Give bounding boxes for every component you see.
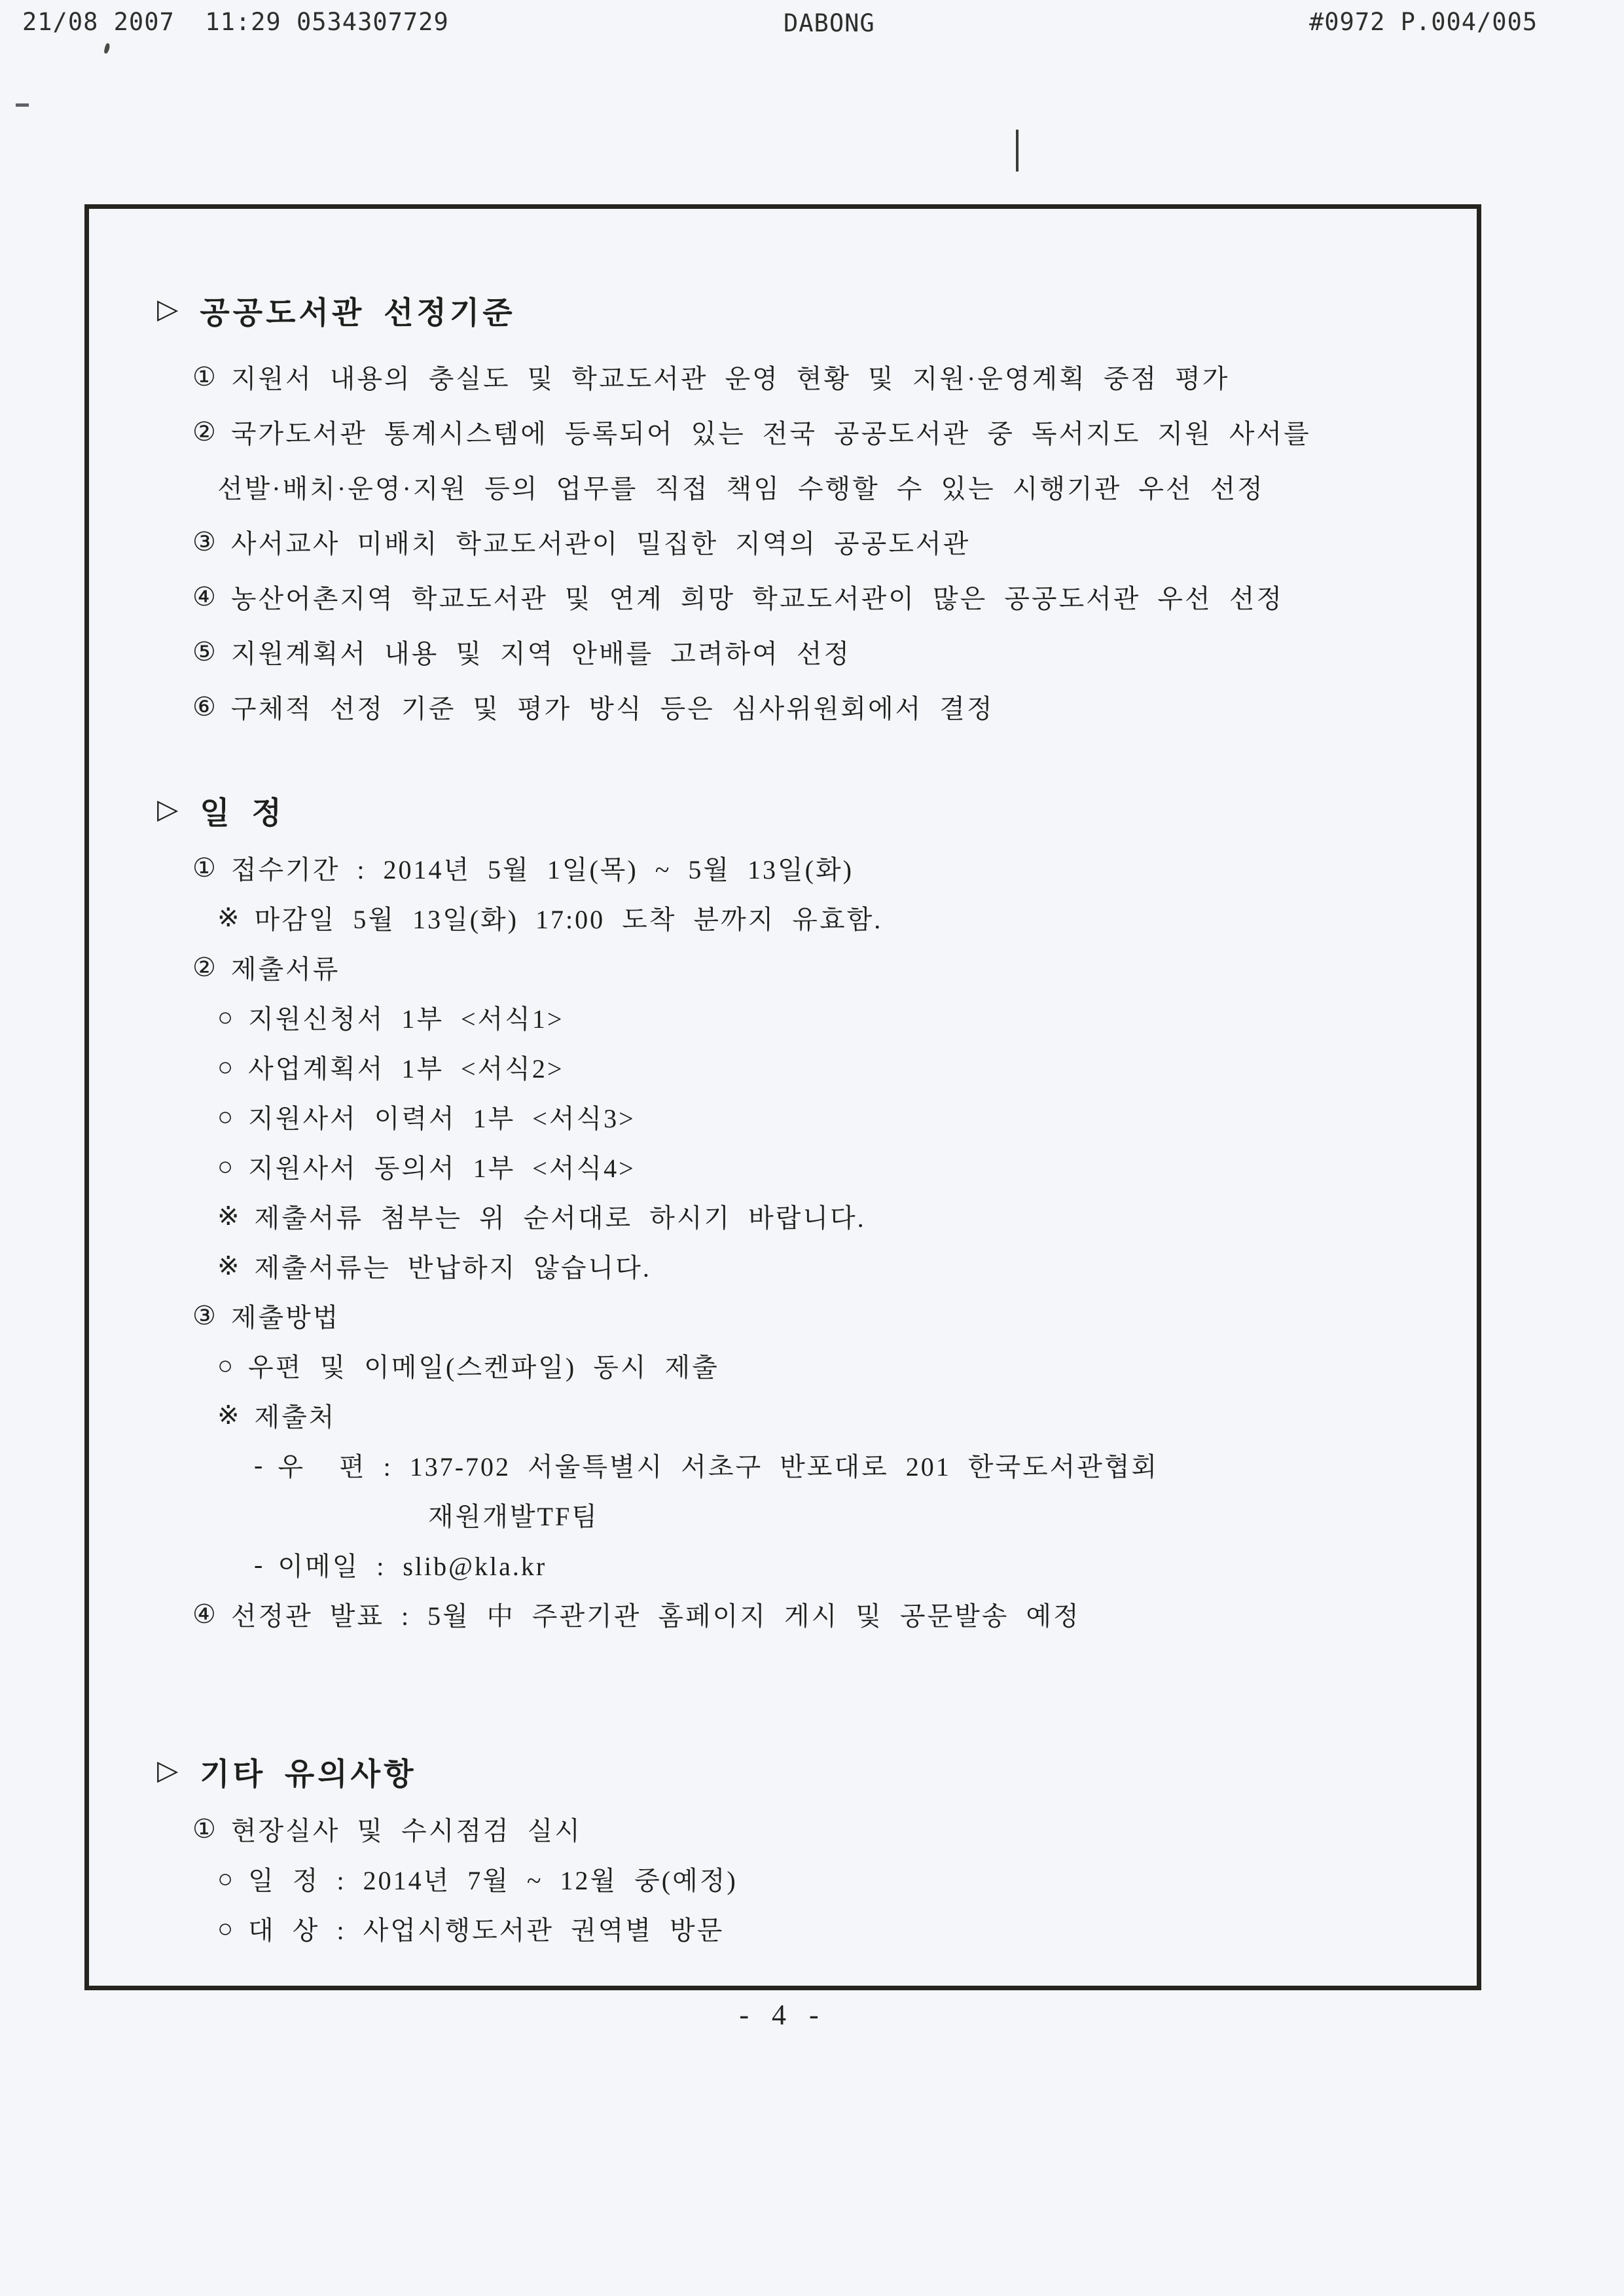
doc-line bbox=[89, 459, 1477, 514]
line-text: 제출서류 bbox=[230, 954, 340, 984]
fax-date-line: 21/08 2007 11:29 0534307729 bbox=[22, 8, 449, 36]
page-number: - 4 - bbox=[739, 1999, 827, 2031]
line-marker: ○ bbox=[217, 1151, 236, 1181]
doc-line bbox=[89, 1191, 1477, 1241]
section bbox=[89, 290, 1477, 734]
section-lines bbox=[89, 843, 1477, 1639]
line-text: 제출서류는 반납하지 않습니다. bbox=[254, 1252, 651, 1283]
triangle-bullet-icon: ▷ bbox=[157, 795, 182, 825]
line-marker: ※ bbox=[217, 1250, 242, 1281]
fax-page-info: #0972 P.004/005 bbox=[1309, 8, 1538, 36]
line-text: 지원신청서 1부 <서식1> bbox=[248, 1004, 564, 1034]
section-lines bbox=[89, 349, 1477, 734]
scan-speck bbox=[103, 43, 111, 54]
scan-tick-mark bbox=[1016, 130, 1019, 172]
line-marker: ④ bbox=[192, 581, 218, 611]
line-marker: ⑥ bbox=[192, 691, 218, 721]
section-heading bbox=[89, 1751, 1477, 1792]
line-text: 우편 및 이메일(스켄파일) 동시 제출 bbox=[248, 1352, 719, 1382]
doc-line bbox=[89, 514, 1477, 569]
doc-line bbox=[89, 1390, 1477, 1440]
doc-line bbox=[89, 1091, 1477, 1141]
line-text: 지원계획서 내용 및 지역 안배를 고려하여 선정 bbox=[230, 638, 852, 668]
line-marker: ① bbox=[192, 1813, 218, 1844]
section bbox=[89, 790, 1477, 1639]
line-text: 농산어촌지역 학교도서관 및 연계 희망 학교도서관이 많은 공공도서관 우선 선정 bbox=[230, 583, 1284, 613]
doc-line bbox=[89, 892, 1477, 942]
line-marker: ※ bbox=[217, 1400, 242, 1430]
line-text: 지원사서 이력서 1부 <서식3> bbox=[248, 1103, 636, 1133]
doc-line bbox=[89, 349, 1477, 404]
line-text: 우 편 : 137-702 서울특별시 서초구 반포대로 201 한국도서관협회 bbox=[278, 1451, 1159, 1482]
line-marker: ② bbox=[192, 416, 218, 446]
section-title: 일 정 bbox=[200, 796, 285, 831]
line-marker: ⑤ bbox=[192, 636, 218, 666]
line-text: 지원사서 동의서 1부 <서식4> bbox=[248, 1153, 636, 1183]
line-marker: - bbox=[254, 1549, 265, 1579]
line-text: 제출처 bbox=[254, 1402, 336, 1432]
doc-line bbox=[89, 404, 1477, 459]
doc-line bbox=[89, 1539, 1477, 1589]
section-heading bbox=[89, 790, 1477, 831]
triangle-bullet-icon: ▷ bbox=[157, 1756, 182, 1786]
line-marker: ○ bbox=[217, 1913, 236, 1943]
line-text: 마감일 5월 13일(화) 17:00 도착 분까지 유효함. bbox=[254, 904, 883, 934]
doc-line bbox=[89, 1290, 1477, 1340]
doc-line bbox=[89, 1340, 1477, 1390]
line-text: 지원서 내용의 충실도 및 학교도서관 운영 현황 및 지원·운영계획 중점 평가 bbox=[230, 363, 1230, 393]
line-text: 제출서류 첨부는 위 순서대로 하시기 바랍니다. bbox=[254, 1203, 866, 1233]
fax-station-name: DABONG bbox=[784, 9, 875, 37]
document-box bbox=[84, 204, 1481, 1990]
line-text: 구체적 선정 기준 및 평가 방식 등은 심사위원회에서 결정 bbox=[230, 693, 994, 723]
line-marker: ○ bbox=[217, 1002, 236, 1032]
line-text: 대 상 : 사업시행도서관 권역별 방문 bbox=[248, 1915, 725, 1945]
line-text: 접수기간 : 2014년 5월 1일(목) ~ 5월 13일(화) bbox=[230, 854, 854, 884]
line-marker: ○ bbox=[217, 1863, 236, 1893]
line-marker: ※ bbox=[217, 902, 242, 932]
line-marker: - bbox=[254, 1449, 265, 1480]
line-marker: ④ bbox=[192, 1599, 218, 1629]
document-sections bbox=[89, 290, 1477, 1953]
doc-line bbox=[89, 942, 1477, 992]
section-lines bbox=[89, 1804, 1477, 1953]
line-marker: ① bbox=[192, 361, 218, 392]
scan-dash-mark bbox=[16, 103, 29, 107]
line-text: 이메일 : slib@kla.kr bbox=[278, 1551, 547, 1581]
line-text: 현장실사 및 수시점검 실시 bbox=[230, 1815, 582, 1846]
line-marker: ※ bbox=[217, 1201, 242, 1231]
line-text: 선발·배치·운영·지원 등의 업무를 직접 책임 수행할 수 있는 시행기관 우선 선정 bbox=[217, 473, 1265, 503]
line-text: 제출방법 bbox=[230, 1302, 340, 1332]
section bbox=[89, 1751, 1477, 1953]
doc-line bbox=[89, 624, 1477, 679]
doc-line bbox=[89, 1589, 1477, 1639]
doc-line bbox=[89, 1853, 1477, 1903]
doc-line bbox=[89, 992, 1477, 1042]
triangle-bullet-icon: ▷ bbox=[157, 295, 182, 325]
fax-header bbox=[0, 8, 1624, 42]
line-text: 재원개발TF팀 bbox=[428, 1501, 599, 1531]
doc-line bbox=[89, 1241, 1477, 1290]
doc-line bbox=[89, 1804, 1477, 1853]
line-marker: ○ bbox=[217, 1051, 236, 1082]
section-heading bbox=[89, 290, 1477, 331]
line-marker: ③ bbox=[192, 1300, 218, 1330]
line-marker: ○ bbox=[217, 1350, 236, 1380]
line-text: 사업계획서 1부 <서식2> bbox=[248, 1053, 564, 1084]
doc-line bbox=[89, 1141, 1477, 1191]
line-marker: ○ bbox=[217, 1101, 236, 1131]
doc-line bbox=[89, 843, 1477, 892]
line-text: 일 정 : 2014년 7월 ~ 12월 중(예정) bbox=[248, 1865, 738, 1895]
doc-line bbox=[89, 1440, 1477, 1489]
doc-line bbox=[89, 569, 1477, 624]
line-text: 선정관 발표 : 5월 中 주관기관 홈페이지 게시 및 공문발송 예정 bbox=[230, 1601, 1081, 1631]
line-marker: ② bbox=[192, 952, 218, 982]
line-text: 국가도서관 통계시스템에 등록되어 있는 전국 공공도서관 중 독서지도 지원 사서를 bbox=[230, 418, 1311, 448]
line-text: 사서교사 미배치 학교도서관이 밀집한 지역의 공공도서관 bbox=[230, 528, 971, 558]
doc-line bbox=[89, 1903, 1477, 1953]
section-title: 공공도서관 선정기준 bbox=[200, 296, 516, 331]
section-title: 기타 유의사항 bbox=[200, 1757, 417, 1792]
line-marker: ③ bbox=[192, 526, 218, 556]
line-marker: ① bbox=[192, 852, 218, 883]
doc-line bbox=[89, 1042, 1477, 1091]
doc-line bbox=[89, 1489, 1477, 1539]
doc-line bbox=[89, 679, 1477, 734]
